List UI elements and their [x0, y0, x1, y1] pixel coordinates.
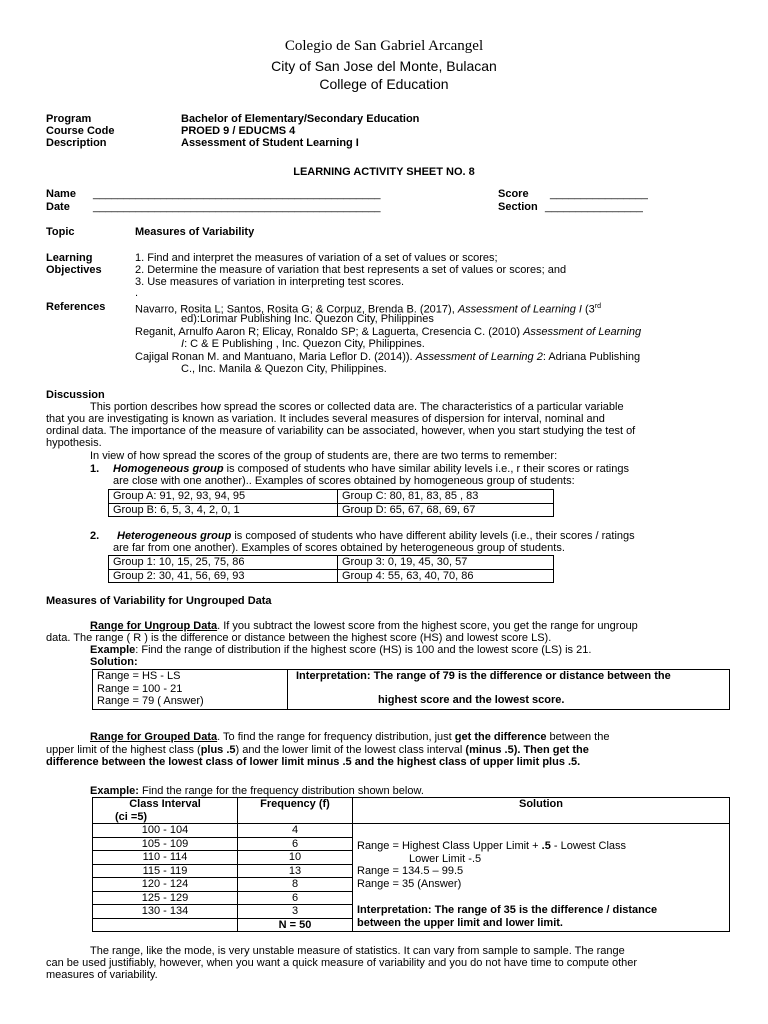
table-cell: Group C: 80, 81, 83, 85 , 83	[338, 490, 554, 504]
frequency-cell: 4	[238, 824, 353, 838]
grouped-solution-cell	[353, 824, 730, 932]
heterogeneous-definition-cont: are far from one another). Examples of scores obtained by heterogeneous group of students.	[113, 542, 565, 554]
ungrouped-range-l1: Range for Ungroup Data. If you subtract the lowest score from the highest score, you get the range for ungroup	[90, 620, 638, 632]
ungrouped-heading: Measures of Variability for Ungrouped Data	[46, 595, 272, 607]
score-label: Score	[498, 188, 529, 200]
table-cell: Group 2: 30, 41, 56, 69, 93	[109, 569, 338, 583]
ungrouped-interpretation	[288, 670, 730, 710]
reference-3-cont: C., Inc. Manila & Quezon City, Philippines.	[181, 363, 387, 375]
grouped-example: Example: Find the range for the frequency distribution shown below.	[90, 785, 424, 797]
discussion-p2: In view of how spread the scores of the group of students are, there are two terms to remember:	[90, 450, 558, 462]
class-interval-cell: 120 - 124	[93, 878, 238, 892]
date-blank[interactable]: _______________________________________________	[93, 201, 381, 213]
interpretation-line: highest score and the lowest score.	[378, 693, 565, 706]
grouped-range-l3: difference between the lowest class of lower limit minus .5 and the highest class of upper limit plus .5.	[46, 756, 581, 768]
topic-label: Topic	[46, 226, 75, 238]
program-label: Program	[46, 113, 92, 125]
objective-item: 3. Use measures of variation in interpreting test scores.	[135, 276, 405, 288]
table-row	[93, 824, 730, 838]
interpretation-line: Interpretation: The range of 35 is the difference / distance	[357, 904, 658, 916]
reference-2-cont: I: C & E Publishing , Inc. Quezon City, Philippines.	[181, 338, 425, 350]
frequency-cell: 10	[238, 851, 353, 865]
section-blank[interactable]: ________________	[545, 201, 643, 213]
ungrouped-solution-label: Solution:	[90, 656, 138, 668]
frequency-table	[92, 797, 730, 932]
reference-1: Navarro, Rosita L; Santos, Rosita G; & Corpuz, Brenda B. (2017), Assessment of Learning I (3rd	[135, 303, 602, 316]
solution-line: Range = 35 (Answer)	[357, 877, 462, 890]
ungrouped-solution-steps	[93, 670, 288, 710]
table-cell: Group 4: 55, 63, 40, 70, 86	[338, 569, 554, 583]
closing-l3: measures of variability.	[46, 969, 158, 981]
frequency-cell: 6	[238, 891, 353, 905]
class-interval-cell: 130 - 134	[93, 905, 238, 919]
homogeneous-definition-cont: are close with one another).. Examples of scores obtained by homogeneous group of students:	[113, 475, 575, 487]
homogeneous-definition: Homogeneous group is composed of students who have similar ability levels i.e., r their scores or ratings	[113, 463, 629, 475]
school-city: City of San Jose del Monte, Bulacan	[271, 58, 497, 74]
table-cell: Group 1: 10, 15, 25, 75, 86	[109, 556, 338, 570]
solution-header: Solution	[353, 798, 730, 824]
interpretation-line: Interpretation: The range of 79 is the difference or distance between the	[296, 670, 671, 682]
program-value: Bachelor of Elementary/Secondary Education	[181, 113, 420, 125]
table-row	[109, 503, 554, 517]
course-code-value: PROED 9 / EDUCMS 4	[181, 125, 296, 137]
closing-l1: The range, like the mode, is very unstable measure of statistics. It can vary from sample to sample. The range	[90, 945, 625, 957]
grouped-range-l1: Range for Grouped Data. To find the range for frequency distribution, just get the difference between the	[90, 731, 610, 743]
objectives-label-1: Learning	[46, 252, 93, 264]
frequency-cell: 13	[238, 864, 353, 878]
frequency-cell: 8	[238, 878, 353, 892]
score-blank[interactable]: ________________	[550, 188, 648, 200]
sheet-title: LEARNING ACTIVITY SHEET NO. 8	[293, 166, 475, 178]
references-label: References	[46, 301, 106, 313]
table-cell: Group D: 65, 67, 68, 69, 67	[338, 503, 554, 517]
heterogeneous-definition: Heterogeneous group is composed of students who have different ability levels (i.e., their scores / ratings	[117, 530, 635, 542]
table-cell: Group B: 6, 5, 3, 4, 2, 0, 1	[109, 503, 338, 517]
blank-cell	[93, 918, 238, 932]
description-label: Description	[46, 137, 107, 149]
table-cell: Group A: 91, 92, 93, 94, 95	[109, 490, 338, 504]
frequency-cell: 6	[238, 837, 353, 851]
name-label: Name	[46, 188, 76, 200]
solution-line: Range = HS - LS	[97, 670, 181, 682]
class-interval-cell: 100 - 104	[93, 824, 238, 838]
topic-value: Measures of Variability	[135, 226, 255, 238]
table-row	[109, 556, 554, 570]
objectives-label-2: Objectives	[46, 264, 102, 276]
solution-line: Range = 100 - 21	[97, 682, 183, 695]
ungrouped-example: Example: Find the range of distribution if the highest score (HS) is 100 and the lowest score (LS) is 21.	[90, 644, 592, 656]
frequency-header: Frequency (f)	[238, 798, 353, 824]
class-interval-cell: 115 - 119	[93, 864, 238, 878]
solution-line: Range = 134.5 – 99.5	[357, 865, 464, 877]
table-header-row	[93, 798, 730, 824]
closing-l2: can be used justifiably, however, when you want a quick measure of variability and you do not have time to compute other	[46, 957, 638, 969]
description-value: Assessment of Student Learning I	[181, 137, 359, 149]
interpretation-line: between the upper limit and lower limit.	[357, 916, 563, 929]
solution-line: Lower Limit -.5	[409, 852, 482, 865]
ungrouped-range-l2: data. The range ( R ) is the difference or distance between the highest score (HS) and lowest score LS).	[46, 632, 552, 644]
discussion-p1-l1: This portion describes how spread the scores or collected data are. The characteristics of a particular variable	[90, 401, 624, 413]
reference-3: Cajigal Ronan M. and Mantuano, Maria Leflor D. (2014)). Assessment of Learning 2: Adriana Publishing	[135, 351, 641, 363]
school-name: Colegio de San Gabriel Arcangel	[284, 38, 484, 54]
reference-1-cont: ed):Lorimar Publishing Inc. Quezon City, Philippines	[181, 313, 434, 325]
date-label: Date	[46, 201, 70, 213]
discussion-p1-l4: hypothesis.	[46, 437, 102, 449]
college-name: College of Education	[319, 76, 449, 92]
solution-line: Range = 79 ( Answer)	[97, 695, 204, 707]
homogeneous-number: 1.	[90, 463, 100, 475]
table-row	[109, 490, 554, 504]
frequency-cell: 3	[238, 905, 353, 919]
class-interval-cell: 125 - 129	[93, 891, 238, 905]
objective-trailing: .	[135, 287, 139, 299]
class-interval-header: Class Interval (ci =5)	[93, 798, 238, 824]
reference-2: Reganit, Arnulfo Aaron R; Elicay, Ronaldo SP; & Laguerta, Cresencia C. (2010) Assessment of Learning	[135, 326, 642, 338]
section-label: Section	[498, 201, 538, 213]
ungrouped-solution-table	[92, 669, 730, 710]
homogeneous-table	[108, 489, 554, 517]
objective-item: 1. Find and interpret the measures of variation of a set of values or scores;	[135, 252, 498, 264]
class-interval-cell: 105 - 109	[93, 837, 238, 851]
objective-item: 2. Determine the measure of variation that best represents a set of values or scores; and	[135, 264, 567, 276]
heterogeneous-number: 2.	[90, 530, 100, 542]
table-cell: Group 3: 0, 19, 45, 30, 57	[338, 556, 554, 570]
table-row	[93, 670, 730, 710]
class-interval-cell: 110 - 114	[93, 851, 238, 865]
heterogeneous-table	[108, 555, 554, 583]
total-cell: N = 50	[238, 918, 353, 932]
discussion-p1-l2: that you are investigating is known as variation. It includes several measures of dispersion for interval, nominal and	[46, 413, 605, 425]
solution-line: Range = Highest Class Upper Limit + .5 - Lowest Class	[357, 840, 627, 852]
grouped-range-l2: upper limit of the highest class (plus .5) and the lower limit of the lowest class interval (minus .5). Then get the	[46, 744, 589, 756]
discussion-p1-l3: ordinal data. The importance of the measure of variability can be associated, however, when you start studying the test of	[46, 425, 636, 437]
course-code-label: Course Code	[46, 125, 115, 137]
name-blank[interactable]: _______________________________________________	[93, 188, 381, 200]
table-row	[109, 569, 554, 583]
discussion-heading: Discussion	[46, 389, 105, 401]
